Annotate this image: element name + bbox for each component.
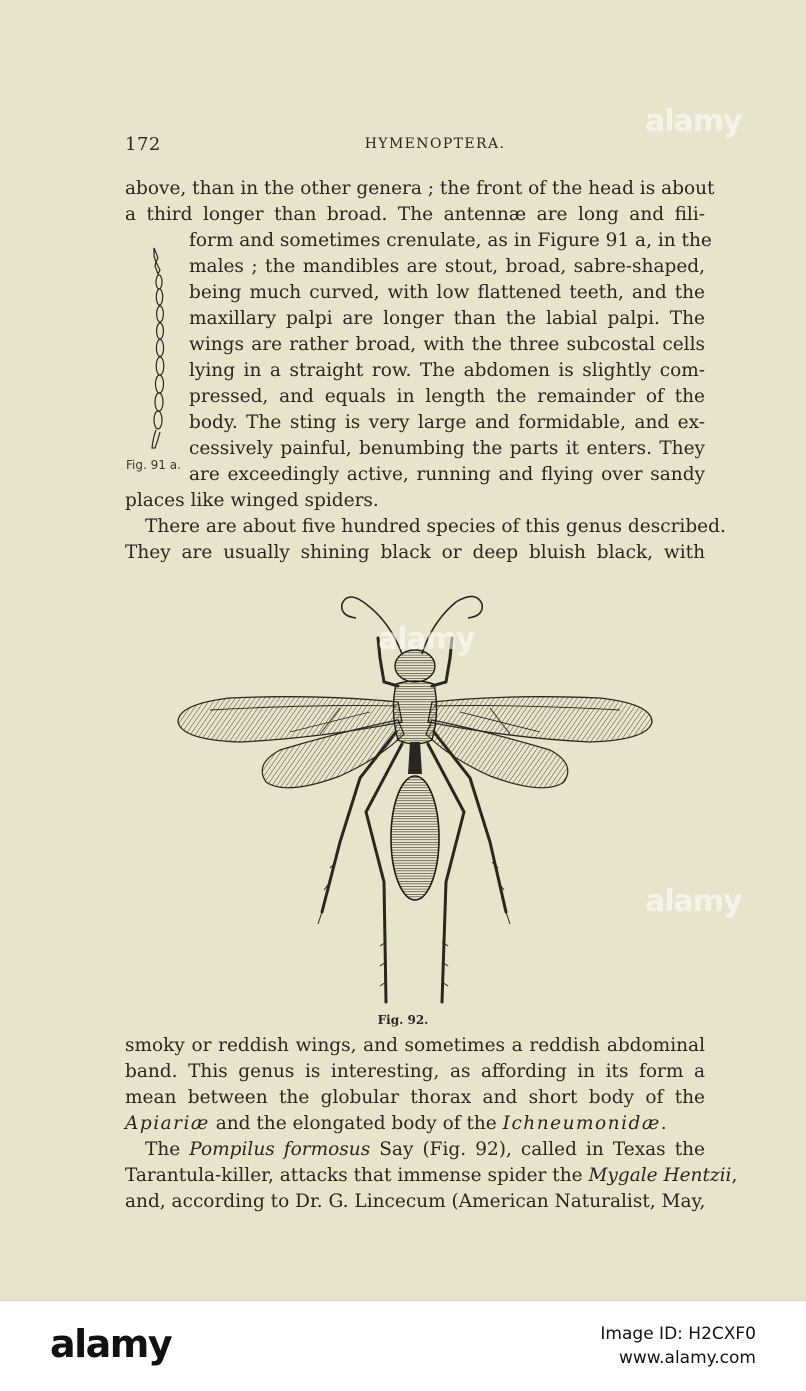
text-span: The	[145, 1139, 190, 1160]
text-line: males ; the mandibles are stout, broad, sabre-shaped,	[189, 256, 705, 277]
italic-term: Mygale Hentzii	[588, 1165, 732, 1186]
text-line: mean between the globular thorax and short body of the	[125, 1087, 705, 1108]
antenna-illustration	[144, 244, 174, 456]
text-line: body. The sting is very large and formidable, and ex-	[189, 412, 705, 433]
watermark: alamy	[378, 622, 475, 657]
page-number: 172	[125, 134, 161, 155]
text-line: places like winged spiders.	[125, 490, 379, 511]
page-header	[125, 134, 705, 156]
text-line: form and sometimes crenulate, as in Figure 91 a, in the	[189, 230, 712, 251]
image-id: Image ID: H2CXF0	[600, 1324, 756, 1344]
text-line: and, according to Dr. G. Lincecum (American Naturalist, May,	[125, 1191, 706, 1212]
text-line: a third longer than broad. The antennæ are long and fili-	[125, 204, 705, 225]
running-head: HYMENOPTERA.	[364, 136, 506, 152]
italic-term: Ichneumonidæ	[502, 1113, 661, 1134]
text-line: lying in a straight row. The abdomen is slightly com-	[189, 360, 705, 381]
text-line: They are usually shining black or deep bluish black, with	[125, 542, 705, 563]
text-span: ,	[731, 1165, 738, 1186]
watermark: alamy	[645, 884, 742, 919]
text-line: band. This genus is interesting, as affording in its form a	[125, 1061, 705, 1082]
stock-image-info	[600, 1322, 756, 1370]
text-line: above, than in the other genera ; the front of the head is about	[125, 178, 715, 199]
stock-footer	[0, 1300, 806, 1391]
text-span: Tarantula-killer, attacks that immense spider the	[125, 1165, 589, 1186]
text-line	[125, 1111, 705, 1137]
text-span: and the elongated body of the	[209, 1113, 503, 1134]
text-line: pressed, and equals in length the remainder of the	[189, 386, 705, 407]
alamy-logo: alamy	[50, 1322, 172, 1366]
text-span: .	[660, 1113, 667, 1134]
text-line	[145, 1137, 705, 1163]
text-span: Say (Fig. 92), called in Texas the	[370, 1139, 705, 1160]
text-line: maxillary palpi are longer than the labial palpi. The	[189, 308, 705, 329]
italic-term: Apiariæ	[125, 1113, 210, 1134]
text-line: wings are rather broad, with the three subcostal cells	[189, 334, 705, 355]
text-line	[125, 1163, 738, 1189]
text-line: are exceedingly active, running and flying over sandy	[189, 464, 705, 485]
figure-caption: Fig. 91 a.	[126, 458, 181, 472]
site-url: www.alamy.com	[618, 1348, 756, 1368]
text-line: being much curved, with low flattened teeth, and the	[189, 282, 705, 303]
watermark: alamy	[645, 104, 742, 139]
text-line: smoky or reddish wings, and sometimes a reddish abdominal	[125, 1035, 705, 1056]
text-line: cessively painful, benumbing the parts it enters. They	[189, 438, 705, 459]
figure-caption: Fig. 92.	[377, 1013, 429, 1027]
text-line: There are about five hundred species of this genus described.	[145, 516, 726, 537]
italic-term: Pompilus formosus	[189, 1139, 371, 1160]
